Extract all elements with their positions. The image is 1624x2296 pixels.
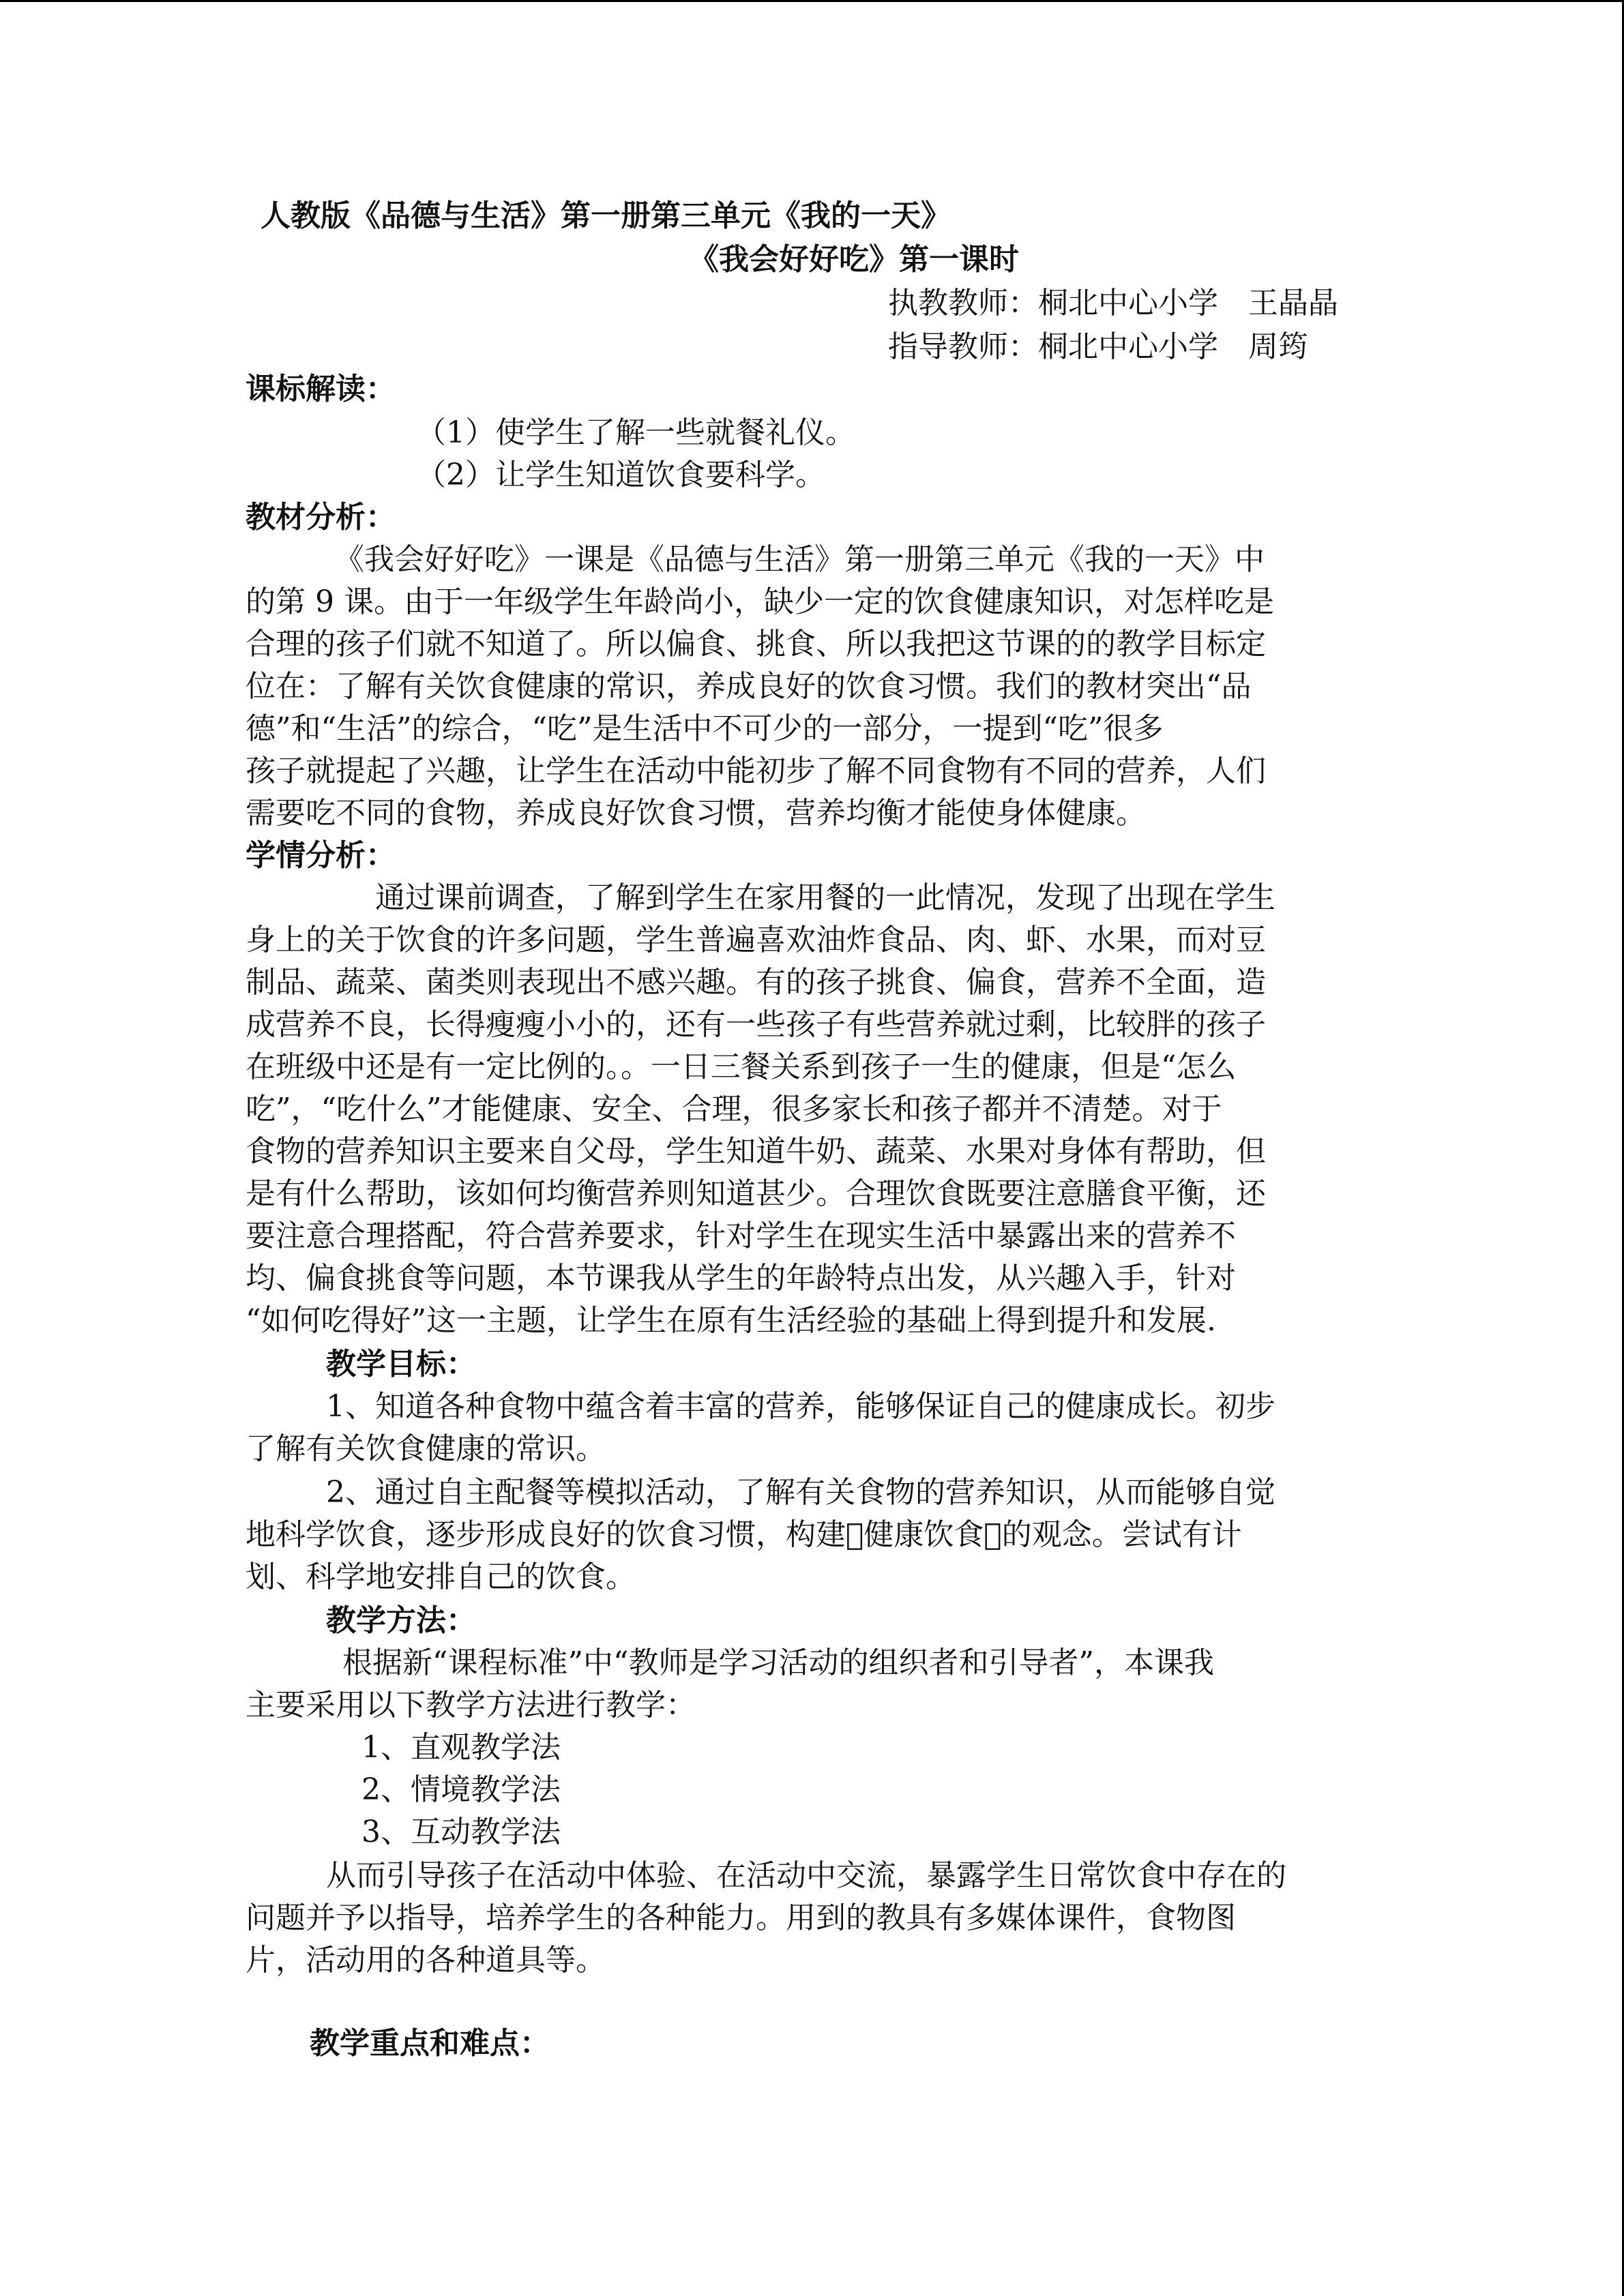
xueqing-line: 要注意合理搭配，符合营养要求，针对学生在现实生活中暴露出来的营养不 bbox=[246, 1219, 1236, 1253]
xueqing-line: “如何吃得好”这一主题，让学生在原有生活经验的基础上得到提升和发展. bbox=[246, 1303, 1216, 1338]
kebiao-heading: 课标解读： bbox=[246, 372, 396, 406]
mubiao-line: 划、科学地安排自己的饮食。 bbox=[246, 1560, 636, 1594]
jiaocai-line: 德”和“生活”的综合，“吃”是生活中不可少的一部分，一提到“吃”很多 bbox=[246, 711, 1164, 746]
xueqing-line: 是有什么帮助，该如何均衡营养则知道甚少。合理饮食既要注意膳食平衡，还 bbox=[246, 1176, 1266, 1211]
teacher-info: 执教教师：桐北中心小学 王晶晶 bbox=[888, 286, 1338, 320]
xueqing-line: 食物的营养知识主要来自父母，学生知道牛奶、蔬菜、水果对身体有帮助，但 bbox=[246, 1134, 1266, 1169]
fangfa-item-2: 2、情境教学法 bbox=[361, 1772, 561, 1807]
xueqing-line: 均、偏食挑食等问题，本节课我从学生的年龄特点出发，从兴趣入手，针对 bbox=[246, 1261, 1236, 1296]
xueqing-line: 身上的关于饮食的许多问题，学生普遍喜欢油炸食品、肉、虾、水果，而对豆 bbox=[246, 923, 1266, 957]
xueqing-line: 成营养不良，长得瘦瘦小小的，还有一些孩子有些营养就过剩，比较胖的孩子 bbox=[246, 1007, 1266, 1042]
supervisor-info: 指导教师：桐北中心小学 周筠 bbox=[888, 329, 1308, 364]
fangfa-line: 根据新“课程标准”中“教师是学习活动的组织者和引导者”，本课我 bbox=[342, 1645, 1214, 1680]
fangfa-item-3: 3、互动教学法 bbox=[361, 1815, 561, 1849]
jiaocai-line: 的第 9 课。由于一年级学生年龄尚小，缺少一定的饮食健康知识，对怎样吃是 bbox=[246, 584, 1274, 619]
mubiao-line: 1、知道各种食物中蕴含着丰富的营养，能够保证自己的健康成长。初步 bbox=[326, 1389, 1275, 1424]
kebiao-item-2: （2）让学生知道饮食要科学。 bbox=[416, 458, 825, 492]
doc-title-line1: 人教版《品德与生活》第一册第三单元《我的一天》 bbox=[261, 198, 951, 233]
jiaocai-line: 合理的孩子们就不知道了。所以偏食、挑食、所以我把这节课的的教学目标定 bbox=[246, 627, 1266, 661]
xueqing-line: 通过课前调查，了解到学生在家用餐的一此情况，发现了出现在学生 bbox=[375, 880, 1275, 915]
xueqing-line: 在班级中还是有一定比例的。。一日三餐关系到孩子一生的健康，但是“怎么 bbox=[246, 1049, 1237, 1084]
mubiao-line: 2、通过自主配餐等模拟活动，了解有关食物的营养知识，从而能够自觉 bbox=[326, 1475, 1275, 1510]
mubiao-heading: 教学目标： bbox=[326, 1347, 476, 1382]
kebiao-item-1: （1）使学生了解一些就餐礼仪。 bbox=[416, 415, 855, 450]
xueqing-heading: 学情分析： bbox=[246, 838, 396, 873]
jiaocai-line: 位在：了解有关饮食健康的常识，养成良好的饮食习惯。我们的教材突出“品 bbox=[246, 669, 1252, 704]
jiaocai-line: 《我会好好吃》一课是《品德与生活》第一册第三单元《我的一天》中 bbox=[334, 542, 1265, 577]
jiaocai-line: 孩子就提起了兴趣，让学生在活动中能初步了解不同食物有不同的营养，人们 bbox=[246, 754, 1266, 788]
doc-title-line2: 《我会好好吃》第一课时 bbox=[689, 242, 1019, 277]
xueqing-line: 制品、蔬菜、菌类则表现出不感兴趣。有的孩子挑食、偏食，营养不全面，造 bbox=[246, 965, 1266, 1000]
zhongdian-heading: 教学重点和难点： bbox=[310, 2026, 550, 2061]
fangfa-item-1: 1、直观教学法 bbox=[361, 1730, 561, 1765]
jiaocai-line: 需要吃不同的食物，养成良好饮食习惯，营养均衡才能使身体健康。 bbox=[246, 796, 1146, 831]
fangfa-closing: 片，活动用的各种道具等。 bbox=[246, 1943, 606, 1978]
fangfa-line: 主要采用以下教学方法进行教学： bbox=[246, 1688, 696, 1723]
page-border-top bbox=[0, 0, 1624, 2]
mubiao-line: 了解有关饮食健康的常识。 bbox=[246, 1431, 606, 1466]
mubiao-line: 地科学饮食，逐步形成良好的饮食习惯，构建 健康饮食 的观念。尝试有计 bbox=[246, 1517, 1242, 1552]
fangfa-heading: 教学方法： bbox=[326, 1603, 476, 1638]
fangfa-closing: 问题并予以指导，培养学生的各种能力。用到的教具有多媒体课件，食物图 bbox=[246, 1900, 1236, 1935]
xueqing-line: 吃”，“吃什么”才能健康、安全、合理，很多家长和孩子都并不清楚。对于 bbox=[246, 1092, 1222, 1127]
fangfa-closing: 从而引导孩子在活动中体验、在活动中交流，暴露学生日常饮食中存在的 bbox=[326, 1858, 1286, 1893]
jiaocai-heading: 教材分析： bbox=[246, 500, 396, 535]
